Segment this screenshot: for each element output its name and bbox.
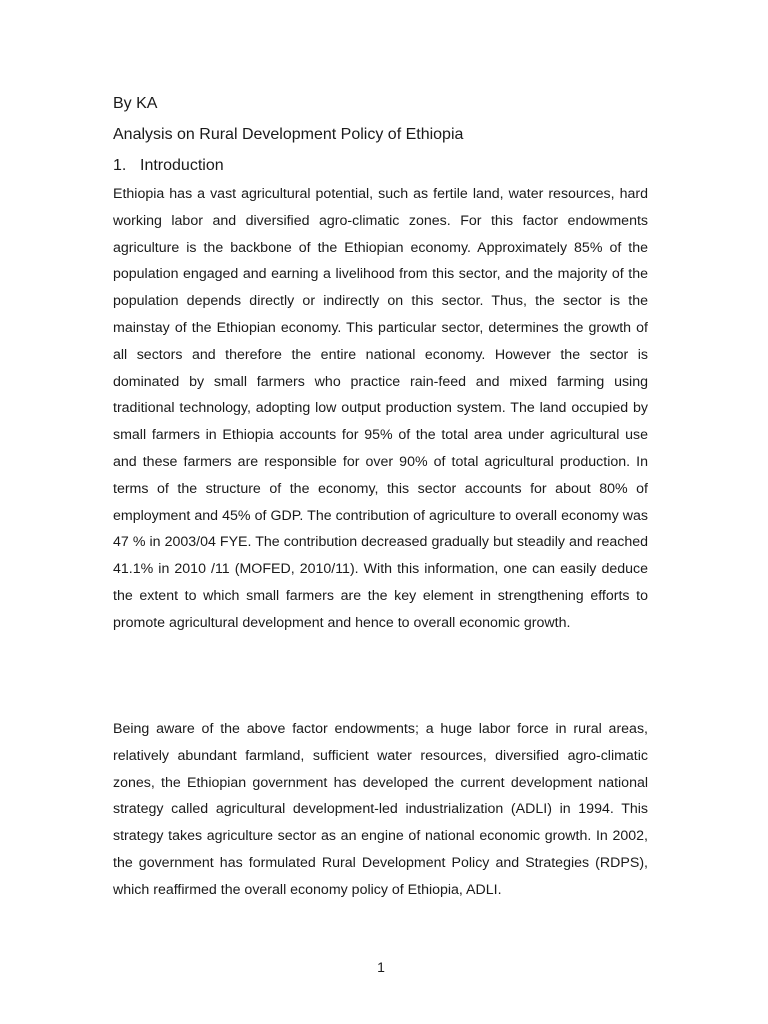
page-number: 1 — [377, 959, 385, 975]
author-byline: By KA — [113, 95, 158, 112]
section-heading — [113, 155, 224, 177]
document-title: Analysis on Rural Development Policy of Ethiopia — [113, 126, 464, 143]
section-title: Introduction — [140, 157, 224, 174]
body-paragraph-1: Ethiopia has a vast agricultural potential, such as fertile land, water resources, hard working labor and diversified agro-climatic zones. For this factor endowments agriculture is the backbone of the Ethiopian economy. Approximately 85% of the population engaged and earning a livelihood from this sector, and the majority of the population depends directly or indirectly on this sector. Thus, the sector is the mainstay of the Ethiopian economy. This particular sector, determines the growth of all sectors and therefore the entire national economy. However the sector is dominated by small farmers who practice rain-feed and mixed farming using traditional technology, adopting low output production system. The land occupied by small farmers in Ethiopia accounts for 95% of the total area under agricultural use and these farmers are responsible for over 90% of total agricultural production. In terms of the structure of the economy, this sector accounts for about 80% of employment and 45% of GDP. The contribution of agriculture to overall economy was 47 % in 2003/04 FYE. The contribution decreased gradually but steadily and reached 41.1% in 2010 /11 (MOFED, 2010/11). With this information, one can easily deduce the extent to which small farmers are the key element in strengthening efforts to promote agricultural development and hence to overall economic growth. — [113, 186, 648, 631]
section-number: 1. — [113, 157, 127, 174]
body-paragraph-2: Being aware of the above factor endowments; a huge labor force in rural areas, relatively abundant farmland, sufficient water resources, diversified agro-climatic zones, the Ethiopian government has developed the current development national strategy called agricultural development-led industrialization (ADLI) in 1994. This strategy takes agriculture sector as an engine of national economic growth. In 2002, the government has formulated Rural Development Policy and Strategies (RDPS), which reaffirmed the overall economy policy of Ethiopia, ADLI. — [113, 721, 648, 898]
